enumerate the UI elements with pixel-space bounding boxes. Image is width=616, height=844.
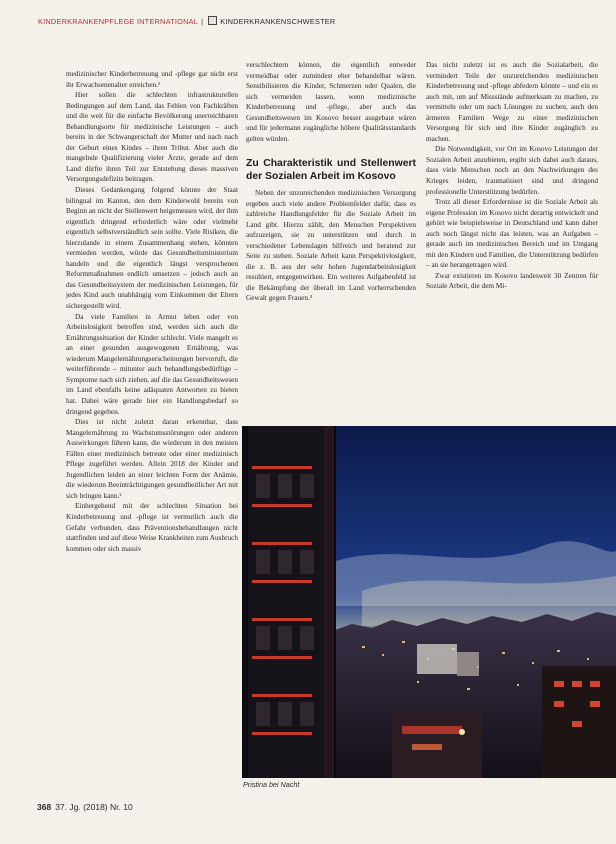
text-column-2 [246, 60, 416, 304]
photo-caption: Pristina bei Nacht [243, 780, 300, 789]
text-column-3 [426, 60, 598, 292]
text-column-1 [66, 69, 238, 554]
header-journal: KINDERKRANKENSCHWESTER [220, 17, 336, 26]
paragraph: Zwar existieren im Kosovo landesweit 30 Zentren für Soziale Arbeit, die dem Mi- [426, 271, 598, 291]
paragraph: Da viele Familien in Armut leben oder von Arbeitslosigkeit betroffen sind, werden sich auch die Ernährungssituation der Kinder schlecht. Viele mangelt es an einer gesunden ausgewogenen Ernährung, was wiederum Mangelernährungserscheinungen hervorruft, die weiterführende – mitunter auch behandlungsbedürftige – Symptome nach sich ziehen, auf die das Gesundheitswesen im Land ebenfalls keine adäquaten Antworten zu bieten hat. Dabei wäre gerade hier ein Handlungsbedarf so dringend gegeben. [66, 312, 238, 416]
paragraph: Trotz all dieser Erfordernisse ist die Soziale Arbeit als eigene Profession im Kosovo nicht derartig entwickelt und gehört wie beispielsweise in Deutschland und kann daher auch noch längst nicht das leisten, was an Aufgaben – gerade auch im medizinischen Bereich und im Umgang mit den Kindern und Familien, die Unterstützung bedürfen – an sie herangetragen wird. [426, 198, 598, 270]
header-section: KINDERKRANKENPFLEGE INTERNATIONAL [38, 17, 199, 26]
page-footer [37, 802, 133, 812]
paragraph: Die Notwendigkeit, vor Ort im Kosovo Leistungen der Sozialen Arbeit anzubieten, ergibt sich dabei auch daraus, dass viele Menschen noch an den Nachwirkungen des Krieges leiden, traumatisiert sind und dringend professionelle Unterstützung bedürfen. [426, 145, 598, 196]
paragraph: medizinischer Kinderbetreuung und -pflege gar nicht erst ihr Erwachsenenalter erreichen.¹ [66, 70, 238, 89]
paragraph: Dies ist nicht zuletzt daran erkennbar, dass Mangelernährung zu Wachstumsstörungen oder anderen Auswirkungen führen kann, die wiederum in den meisten Fällen einer medizinisch betreute oder einer medizinisch Pflege zugeführt werden. Allein 2018 der Kinder und Jugendlichen leiden an einer leichten Form der Anämie, die wiederum Beeinträchtigungen gesundheitlicher Art mit sich bringen kann.² [66, 418, 238, 500]
header-separator: | [201, 17, 204, 26]
paragraph: verschlechtern können, die eigentlich entweder vermeidbar oder zumindest eher behandelbar wären. Sensibilisieren die Kinder, Schmerzen oder Qualen, die sich vermeiden lassen, wenn medizinische Kinderbetreuung und -pflege, aber auch das Gesundheitswesen im Kosovo besser ausgebaut wären und für jedermann zugängliche höhere Qualitätsstandards gelten würden. [246, 61, 416, 143]
journal-logo-icon [208, 16, 217, 25]
city-night-photo [242, 426, 616, 778]
page-number: 368 [37, 802, 52, 812]
section-heading: Zu Charakteristik und Stellenwert der Sozialen Arbeit im Kosovo [246, 158, 416, 182]
paragraph: Einhergehend mit der schlechten Situation bei Kinderbetreuung und -pflege ist vermutlich auch die Gefahr verbunden, dass Präventionsbehandlungen nicht stattfinden und auf diese Weise Krankheiten zum Ausbruch kommen oder sich massiv [66, 502, 238, 553]
running-header [38, 16, 616, 30]
paragraph: Neben der unzureichenden medizinischen Versorgung ergeben auch viele andere Problemfelder dafür, dass es zahlreiche Handlungsfelder für die Soziale Arbeit im Land gibt. Hierzu zählt, den Menschen Perspektiven aufzuzeigen, sie zu unterstützen und durch in verschiedener Lebenslagen hilfreich und beratend zur Seite zu stehen. Soziale Arbeit kann Perspektivlosigkeit, die z. B. aus der sehr hohen Jugendarbeitslosigkeit resultiert, entgegenwirken. Ein weiteres Aufgabenfeld ist die Bekämpfung der überall im Land vorherrschenden Gewalt gegen Frauen.³ [246, 188, 416, 303]
paragraph: Hier sollen die schlechten infrastrukturellen Bedingungen auf dem Land, das Fehlen von Fachkräften und die weit für die einfache Bevölkerung unerreichbaren Behandlungsorte für medizinische Leistungen – auch bereits in der Schwangerschaft der Mutter und nach nach der Geburt eines Kindes – ihren Tribut. Aber auch die mangelnde Qualifizierung vieler Ärzte, gerade auf dem Land dürfte ihren Teil zur Entstehung dieses massiven Versorgungsdefizits beitragen. [66, 91, 238, 184]
paragraph: Dieses Gedankengang folgend könnte der Staat bilingual im Kanton, den dem Kinderwohl bereits von Beginn an nicht der Stellenwert beigemessen wird, der ihm eigentlich dringend erforderlich wäre oder vielmehr eigentlich selbstverständlich sein sollte. Viele Risiken, die hierzulande in einem Zusammenhang stehen, könnten vermieden werden, würde das Gesundheitsministerium handeln und die eigentlich längst versprochenen Reformmaßnahmen endlich umsetzen – jedoch auch an das Gesundheitssystem der medizinischen Leistungen, für jedes Kind auch unabhängig vom Einkommen der Eltern sichergestellt wird. [66, 186, 238, 311]
issue-info: 37. Jg. (2018) Nr. 10 [55, 802, 133, 812]
paragraph: Das nicht zuletzt ist es auch die Sozialarbeit, die vermindert Teile der unzureichenden medizinischen Kinderbetreuung und -pflege abfedern könnte – und ein es auch mit, um auf Missstände aufmerksam zu machen, zu vermitteln oder um nach Lösungen zu suchen, auch den ärmeren Familien Wege zu einer medizinischen Versorgung für sich und ihre Kinder zugänglich zu machen. [426, 61, 598, 143]
